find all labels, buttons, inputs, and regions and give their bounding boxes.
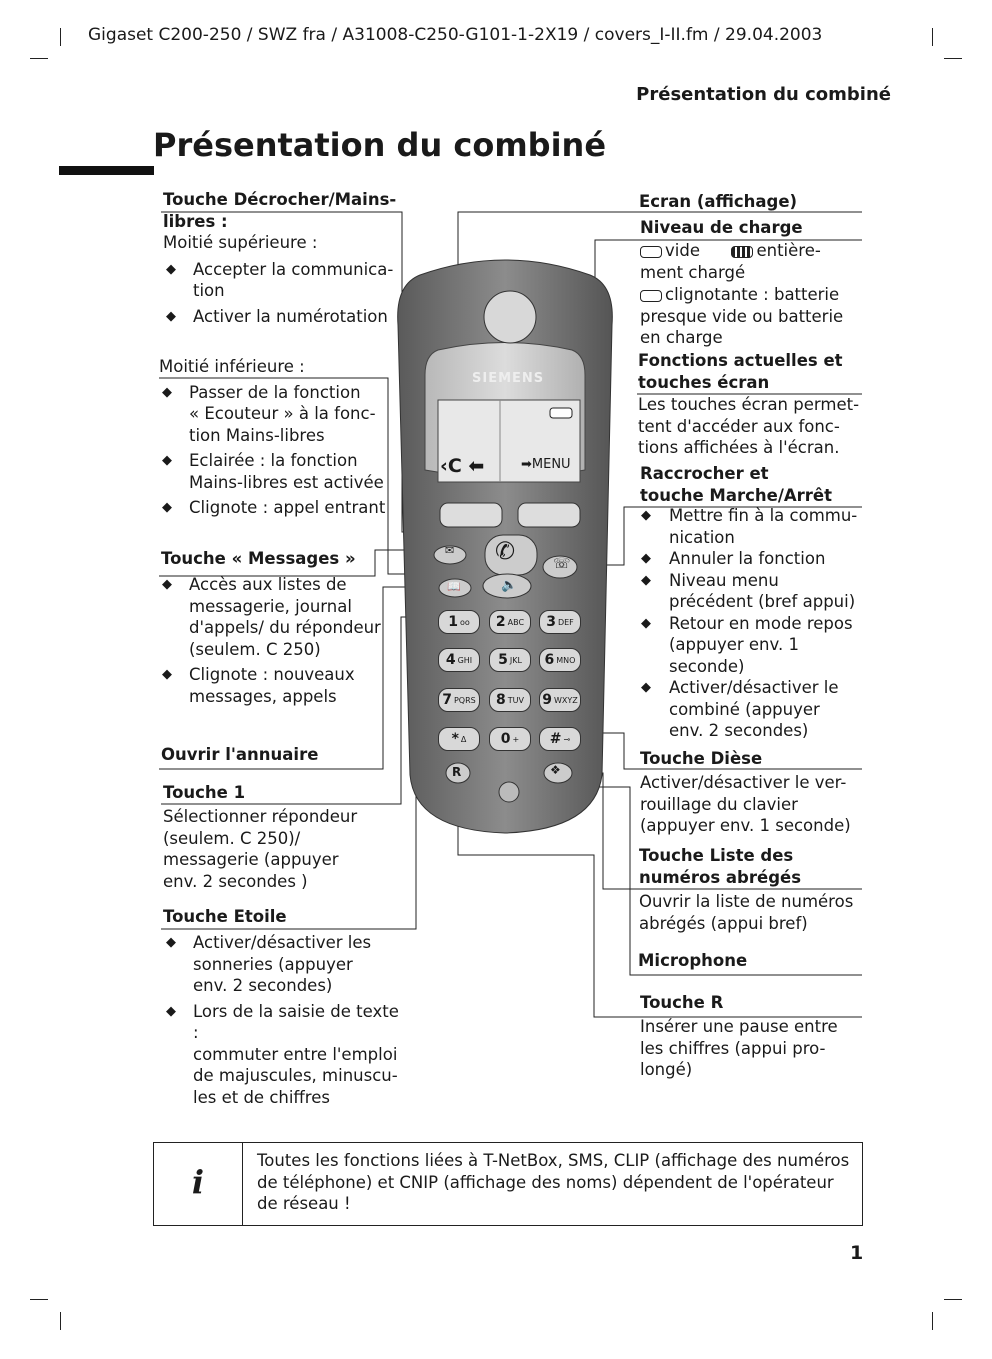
toucher-title: Touche R [640, 993, 724, 1012]
liste-title: Touche Liste des numéros abrégés [639, 846, 802, 887]
decrocher-title-2: libres : [163, 211, 228, 231]
end-call-icon: ☏ [553, 556, 571, 572]
key-digit: 6 [544, 652, 555, 668]
key-letters: ᴏᴏ [459, 617, 470, 627]
bullet-item: ◆ Passer de la fonction « Ecouteur » à la fonc- tion Mains-libres [159, 382, 399, 447]
annuaire-title: Ouvrir l'annuaire [161, 745, 319, 764]
etoile-list [163, 932, 408, 1112]
bullet-item: ◆ Clignote : appel entrant [159, 497, 399, 519]
keypad-key [438, 688, 480, 712]
touche1-text: Sélectionner répondeur (seulem. C 250)/ messagerie (appuyer env. 2 secondes ) [163, 807, 358, 891]
info-divider [242, 1143, 243, 1225]
battery-blink-icon [640, 290, 662, 302]
diese-text: Activer/désactiver le ver- rouillage du clavier (appuyer env. 1 seconde) [640, 773, 851, 835]
key-digit: 1 [448, 614, 458, 630]
key-digit: 3 [546, 614, 556, 630]
keypad-key [539, 610, 581, 634]
key-letters: WXYZ [553, 695, 578, 705]
bullet-item: ◆ Mettre fin à la commu- nication [639, 505, 864, 548]
battery-full-label-1: entière- [756, 241, 821, 260]
charge-block [640, 240, 862, 349]
key-letters: + [512, 734, 520, 744]
soft-key-right: ➡MENU [521, 457, 571, 472]
keypad-key [438, 648, 480, 672]
lower-half-block [159, 356, 399, 523]
decrocher-block [163, 189, 403, 331]
r-key: R [452, 765, 462, 779]
keypad-key [489, 610, 531, 634]
bullet-item: ◆ Annuler la fonction [639, 548, 864, 570]
info-icon: i [191, 1163, 205, 1201]
fonctions-text: Les touches écran permet- tent d'accéder aux fonc- tions affichées à l'écran. [638, 395, 860, 457]
key-letters: MNO [556, 655, 576, 665]
soft-key-left: ‹C ⬅ [440, 455, 485, 477]
bullet-item: ◆ Niveau menu précédent (bref appui) [639, 570, 864, 613]
keypad-key [438, 727, 480, 751]
key-letters: PQRS [453, 695, 476, 705]
soft-left-label: C [447, 455, 462, 477]
brand-logo: SIEMENS [472, 371, 545, 386]
bullet-item: ◆ Activer la numérotation [163, 306, 403, 328]
battery-empty-label: vide [665, 241, 700, 260]
running-title: Présentation du combiné [636, 84, 891, 105]
key-letters: ⊸ [563, 734, 571, 744]
bullet-item: ◆ Accès aux listes de messagerie, journal d'appels/ du répondeur (seulem. C 250) [159, 574, 384, 660]
file-info: Gigaset C200-250 / SWZ fra / A31008-C250-G101-1-2X19 / covers_I-II.fm / 29.04.2003 [88, 25, 823, 45]
battery-blink-text: clignotante : batterie presque vide ou batterie en charge [640, 285, 844, 347]
bullet-item: ◆ Accepter la communica- tion [163, 259, 403, 302]
key-digit: 2 [495, 614, 506, 630]
bullet-item: ◆ Clignote : nouveaux messages, appels [159, 664, 384, 707]
bullet-item: ◆ Lors de la saisie de texte : commuter entre l'emploi de majuscules, minuscu- les et de chiffres [163, 1001, 408, 1109]
keypad-key [539, 648, 581, 672]
speaker-icon: 🔈 [501, 578, 518, 593]
keypad-key [539, 727, 581, 751]
upper-half-label: Moitié supérieure : [163, 233, 318, 252]
key-digit: 7 [442, 692, 452, 708]
message-icon: ✉ [445, 544, 455, 557]
decrocher-title-1: Touche Décrocher/Mains- [163, 190, 397, 209]
key-letters: Δ [460, 734, 467, 744]
diese-title: Touche Dièse [640, 749, 763, 768]
page-title: Présentation du combiné [153, 126, 607, 164]
talk-icon: ✆ [495, 537, 516, 565]
keypad-key [539, 688, 581, 712]
bullet-item: ◆ Activer/désactiver les sonneries (appuyer env. 2 secondes) [163, 932, 408, 997]
key-digit: 8 [496, 692, 506, 708]
raccrocher-title: Raccrocher et touche Marche/Arrêt [640, 464, 832, 505]
key-digit: 9 [542, 692, 552, 708]
toucher-text: Insérer une pause entre les chiffres (appui pro- longé) [640, 1017, 838, 1079]
micro-title: Microphone [638, 951, 748, 970]
key-letters: TUV [507, 695, 524, 705]
key-letters: DEF [557, 617, 574, 627]
key-digit: * [451, 731, 459, 747]
phonebook-icon: 📖 [447, 580, 461, 593]
key-digit: # [549, 731, 562, 747]
fonctions-title: Fonctions actuelles et touches écran [638, 351, 843, 392]
bullet-item: ◆ Eclairée : la fonction Mains-libres est activée [159, 450, 399, 493]
messages-list [159, 574, 384, 711]
shortlist-icon: ❖ [550, 763, 561, 777]
soft-right-label: MENU [531, 457, 571, 472]
liste-text: Ouvrir la liste de numéros abrégés (appui bref) [639, 892, 854, 933]
charge-title: Niveau de charge [640, 218, 803, 237]
battery-empty-icon [640, 246, 662, 258]
keypad-key [489, 688, 531, 712]
keypad-key [438, 610, 480, 634]
bullet-item: ◆ Retour en mode repos (appuyer env. 1 seconde) [639, 613, 864, 678]
page-number: 1 [850, 1242, 864, 1264]
info-text: Toutes les fonctions liées à T-NetBox, SMS, CLIP (affichage des numéros de téléphone) et CNIP (affichage des noms) dépendent de l'opérateur de réseau ! [257, 1151, 850, 1213]
key-letters: GHI [457, 655, 473, 665]
ecran-title: Ecran (affichage) [639, 192, 798, 211]
key-digit: 0 [500, 731, 511, 747]
key-digit: 5 [498, 652, 508, 668]
battery-full-label-2: ment chargé [640, 262, 746, 282]
key-letters: ABC [507, 617, 525, 627]
keypad-key [489, 727, 531, 751]
lower-half-label: Moitié inférieure : [159, 357, 305, 376]
battery-full-icon [731, 246, 753, 258]
key-letters: JKL [509, 655, 522, 665]
keypad-key [489, 648, 531, 672]
messages-title: Touche « Messages » [161, 549, 356, 568]
raccrocher-list [639, 505, 864, 742]
key-digit: 4 [445, 652, 456, 668]
info-box [153, 1142, 863, 1226]
bullet-item: ◆ Activer/désactiver le combiné (appuyer env. 2 secondes) [639, 677, 864, 742]
etoile-title: Touche Etoile [163, 907, 287, 926]
touche1-title: Touche 1 [163, 783, 246, 802]
